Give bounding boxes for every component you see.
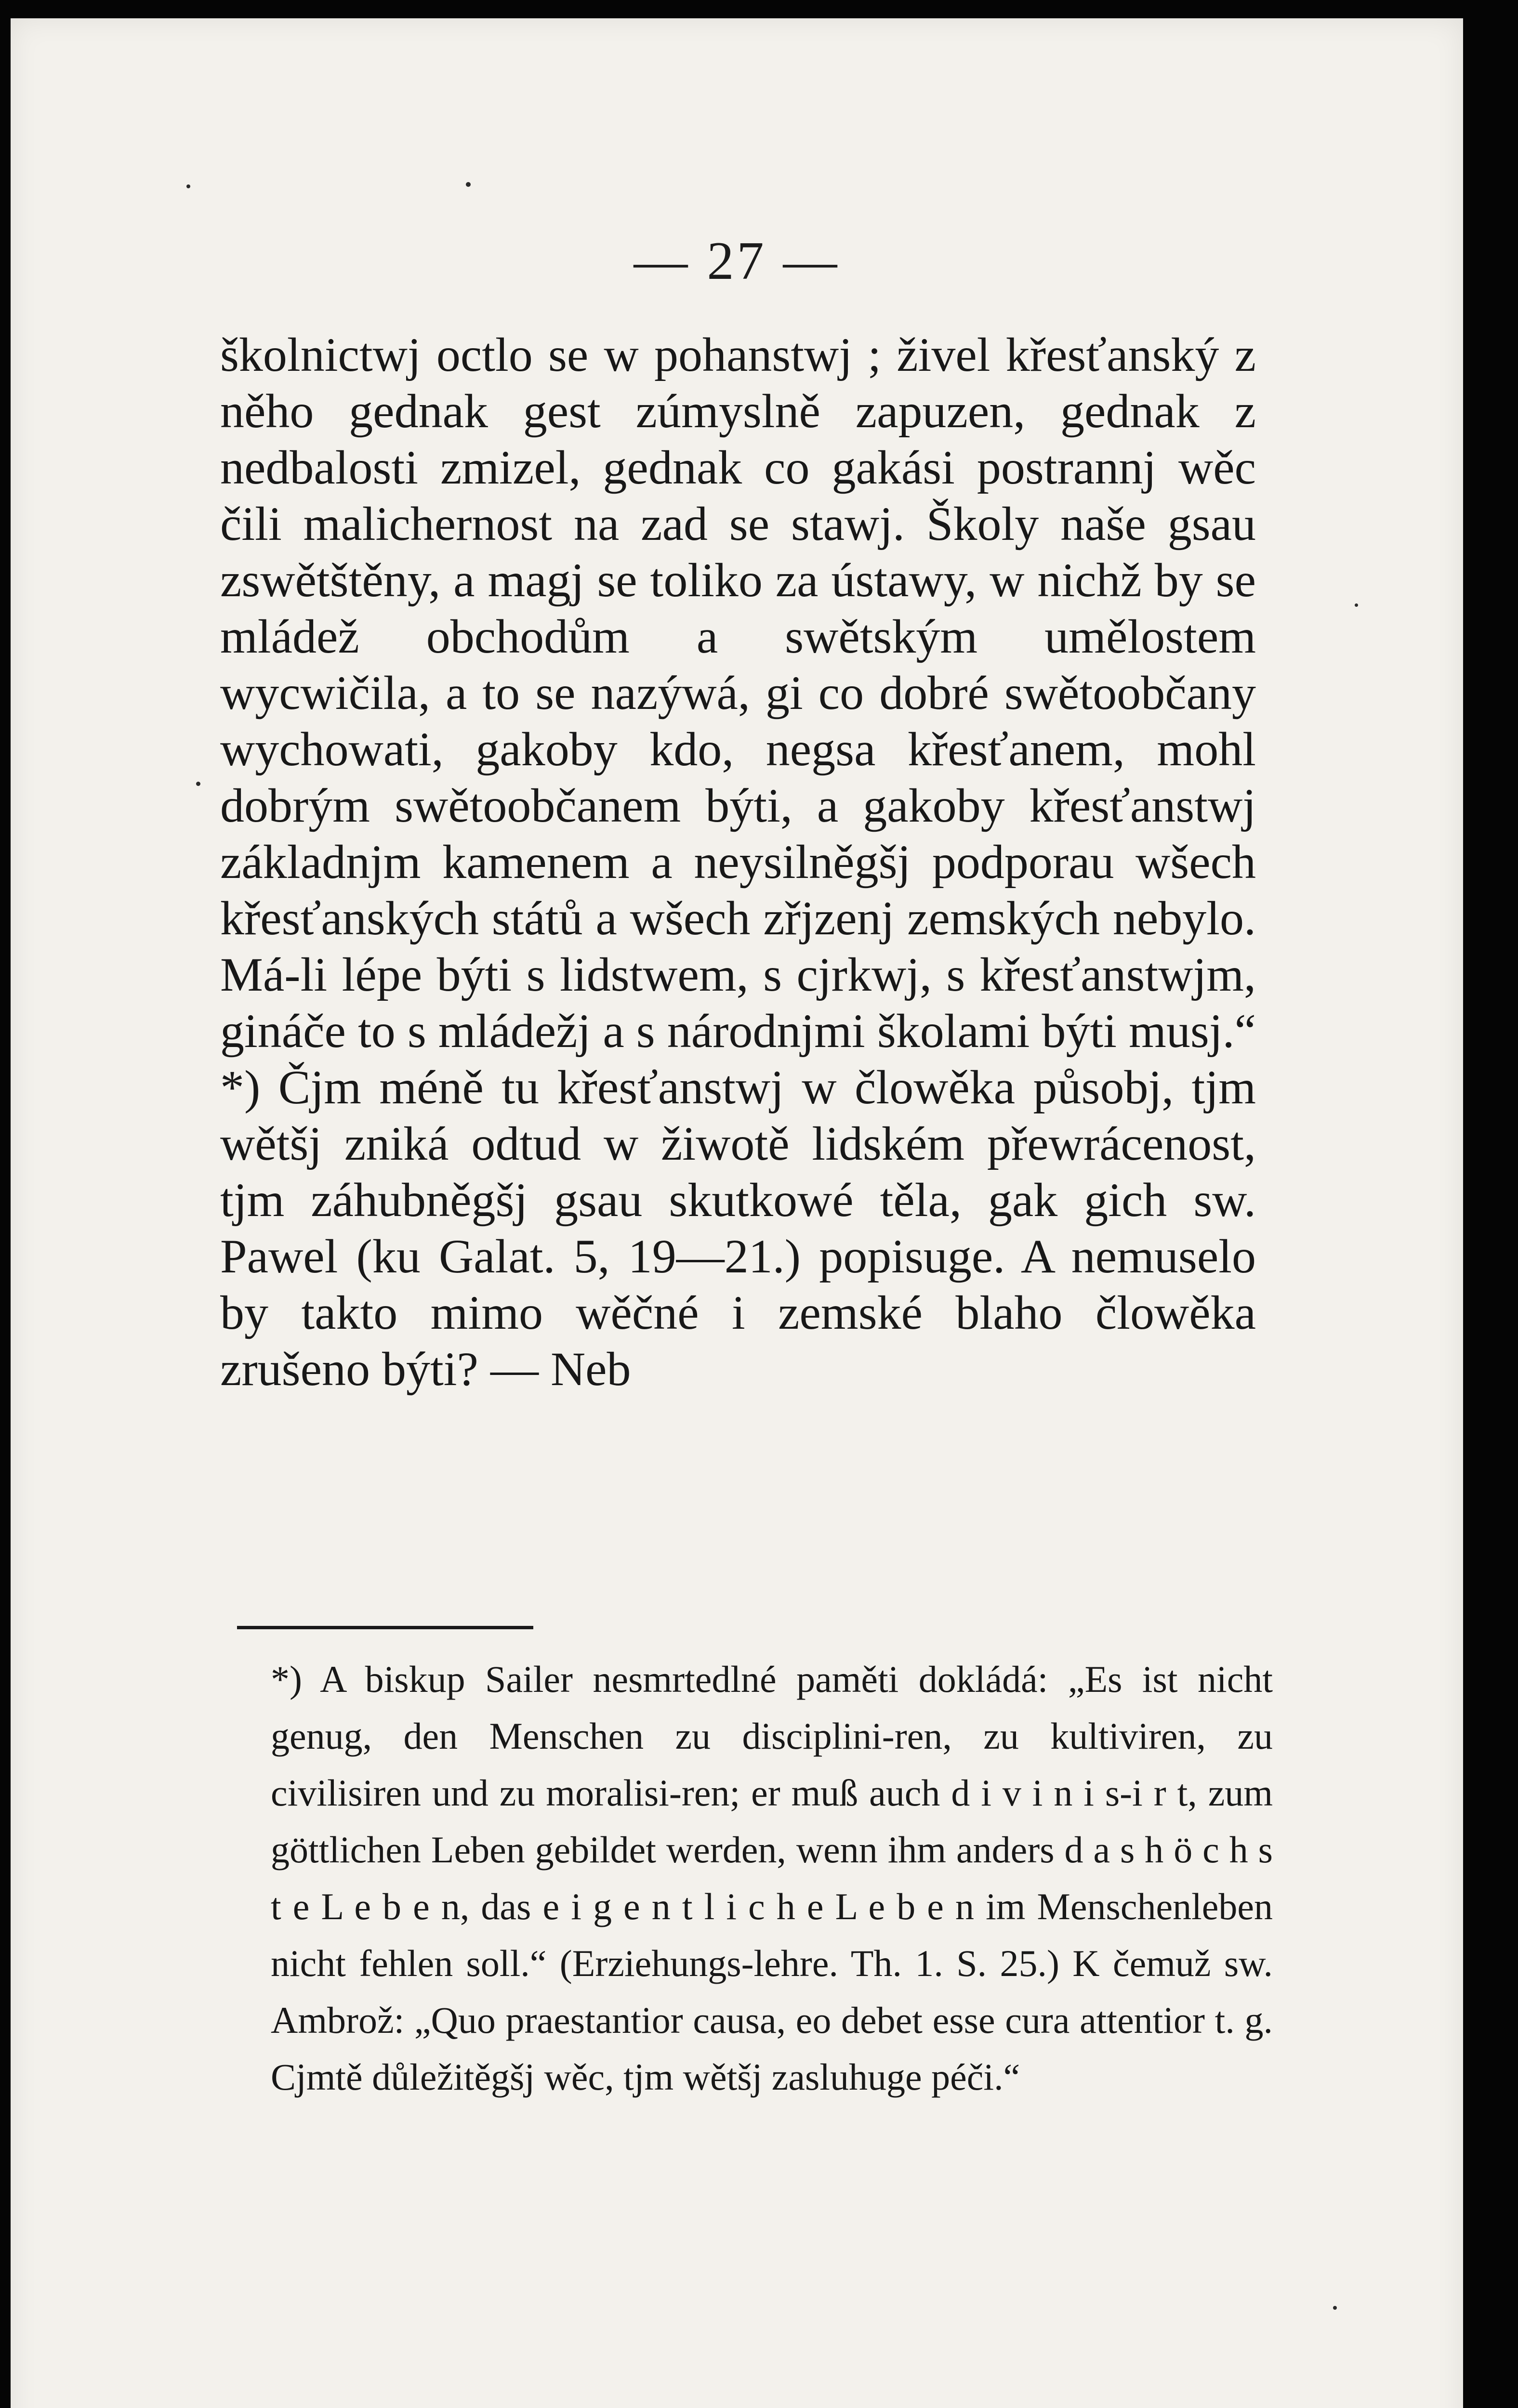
paper-speck [196, 782, 200, 786]
paper-speck [186, 184, 190, 188]
book-page [11, 18, 1463, 2408]
main-text: školnictwj octlo se w pohanstwj ; živel křesťanský z něho gednak gest zúmyslně zapuzen, gednak z nedbalosti zmizel, gednak co gakási postrannj wěc čili malichernost na zad se stawj. Školy naše gsau zswětštěny, a magj se toliko za ústawy, w nichž by se mládež obchodům a swětským umělostem wycwičila, a to se nazýwá, gi co dobré swětoobčany wychowati, gakoby kdo, negsa křesťanem, mohl dobrým swětoobčanem býti, a gakoby křesťanstwj základnjm kamenem a neysilněgšj podporau wšech křesťanských států a wšech zřjzenj zemských nebylo. Má-li lépe býti s lidstwem, s cjrkwj, s křesťanstwjm, gináče to s mládežj a s národnjmi školami býti musj.“ *) Čjm méně tu křesťanstwj w člowěka působj, tjm wětšj zniká odtud w žiwotě lidském přewrácenost, tjm záhubněgšj gsau skutkowé těla, gak gich sw. Pawel (ku Galat. 5, 19—21.) popisuge. A nemuselo by takto mimo wěčné i zemské blaho člowěka zrušeno býti? — Neb [220, 328, 1256, 1396]
page-number: — 27 — [634, 231, 840, 291]
footnote-rule [237, 1626, 533, 1629]
footnote-text: *) A biskup Sailer nesmrtedlné paměti dokládá: „Es ist nicht genug, den Menschen zu disciplini-ren, zu kultiviren, zu civilisiren und zu moralisi-ren; er muß auch d i v i n i s-i r t, zum göttlichen Leben gebildet werden, wenn ihm anders d a s h ö c h s t e L e b e n, das e i g e n t l i c h e L e b e n im Menschenleben nicht fehlen soll.“ (Erziehungs-lehre. Th. 1. S. 25.) K čemuž sw. Ambrož: „Quo praestantior causa, eo debet esse cura attentior t. g. Cjmtě důležitěgšj wěc, tjm wětšj zasluhuge péči.“ [271, 1658, 1273, 2098]
paper-speck [466, 182, 471, 187]
paper-speck [1355, 603, 1358, 607]
paper-speck [1333, 2306, 1337, 2310]
